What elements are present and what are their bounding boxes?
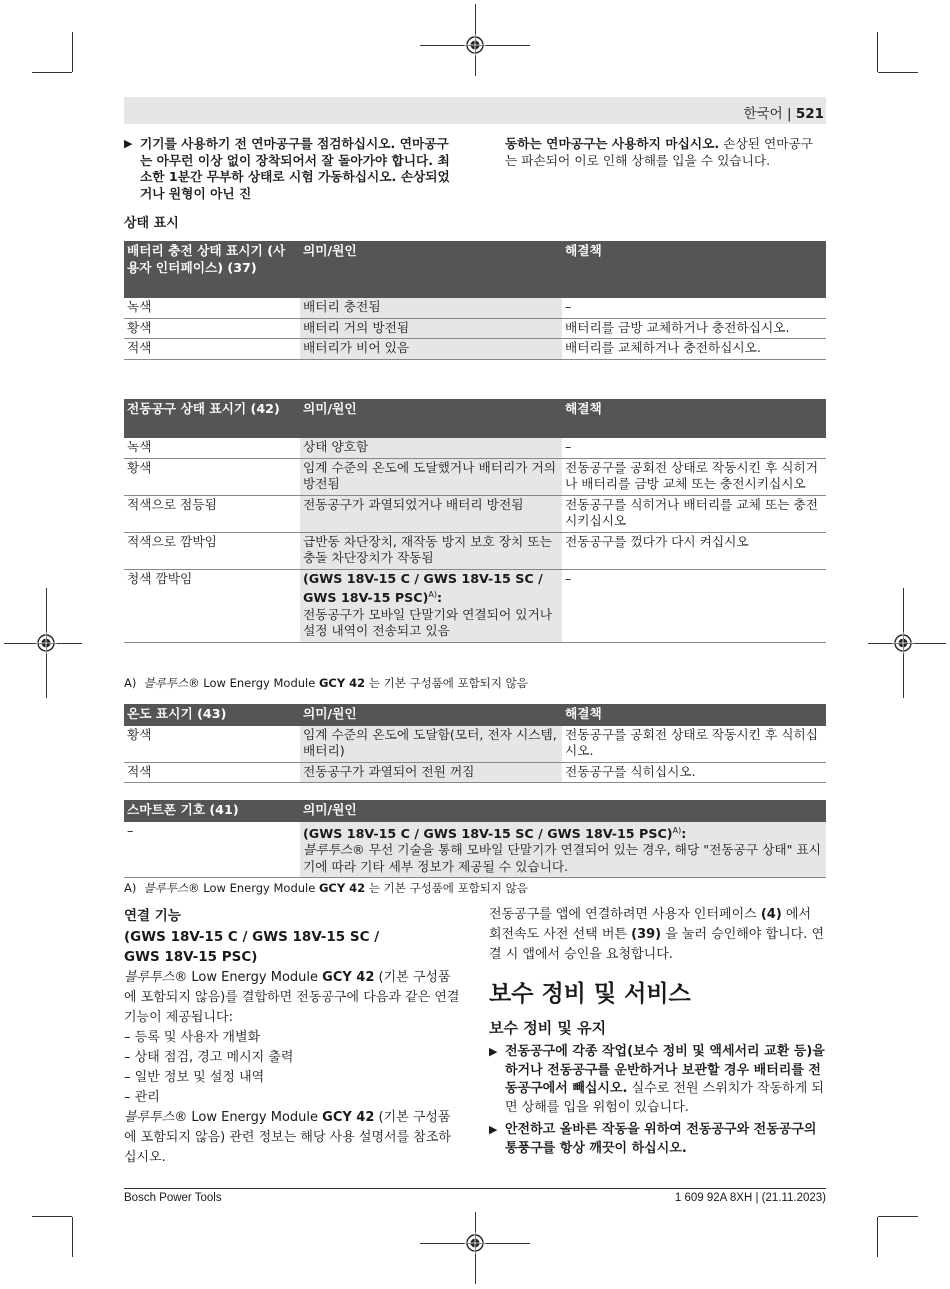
table-row [124,569,826,642]
footnote-end: 는 기본 구성품에 포함되지 않음 [365,676,528,690]
crop-mark [878,1216,918,1217]
bullet-bold: 안전하고 올바른 작동을 위하여 전동공구와 전동공구의 통풍구를 항상 깨끗이 하십시오. [505,1122,817,1156]
colon: : [681,825,687,841]
table-cell: – [562,298,826,318]
table-cell: – [562,569,826,642]
table-cell: 황색 [124,318,300,339]
table-cell: 전동공구를 공회전 상태로 작동시킨 후 식히십시오. [562,726,826,763]
column-header: 배터리 충전 상태 표시기 (사용자 인터페이스) (37) [124,241,300,298]
column-header: 의미/원인 [300,800,826,822]
reg-mark: ® [174,970,188,985]
battery-table [124,241,826,360]
column-header: 의미/원인 [300,704,562,726]
bluetooth-italic: 블루투스 [124,970,175,985]
crop-mark [32,1216,72,1217]
table-cell: 급반동 차단장치, 재작동 방지 보호 장치 또는 충돌 차단장치가 작동됨 [300,532,562,569]
table-cell: 전동공구를 식히십시오. [562,762,826,783]
list-item-text: 일반 정보 및 설정 내역 [134,1070,265,1085]
intro-right-normal-1: 손상된 [719,136,760,151]
intro-left [124,136,454,202]
table-row [124,822,826,878]
list-item-text: 상태 점검, 경고 메시지 출력 [134,1050,294,1065]
footnote-end: 는 기본 구성품에 포함되지 않음 [365,881,528,895]
footnote [124,880,528,896]
intro-right-normal-2: 연마공구는 파손되어 이로 인해 상해를 입을 수 있습니다. [505,136,814,168]
bullet-item [489,1121,827,1158]
registration-mark-icon [35,632,57,654]
connect-model: (GWS 18V-15 C / GWS 18V-15 SC / GWS 18V-15 PSC) [124,929,380,965]
table-header-row [124,704,826,726]
table-row [124,339,826,360]
table-cell [300,822,826,878]
table-cell: – [562,438,826,458]
table-cell: 배터리가 비어 있음 [300,339,562,360]
temperature-table [124,704,826,783]
table-cell: 전동공구가 과열되었거나 배터리 방전됨 [300,495,562,532]
table-cell: 전동공구를 공회전 상태로 작동시킨 후 식히거나 배터리를 금방 교체 또는 충전시키십시오 [562,458,826,495]
footnote-prefix: A) [124,881,137,895]
p2-mid: Low Energy Module [187,1110,323,1125]
table-cell: 배터리를 교체하거나 충전하십시오. [562,339,826,360]
list-item: – 일반 정보 및 설정 내역 [124,1070,265,1085]
app-paragraph [489,905,825,965]
list-item: – 상태 점검, 경고 메시지 출력 [124,1050,294,1065]
column-header: 의미/원인 [300,399,562,438]
smartphone-table [124,800,826,878]
crop-mark [72,32,73,72]
reg-mark: ® [352,842,365,858]
header-text: 한국어 | 521 [743,106,824,122]
footnote-reg: ® [188,676,200,690]
intro-right [505,136,823,169]
blue-row-desc: 전동공구가 모바일 단말기와 연결되어 있거나 설정 내역이 전송되고 있음 [303,606,552,639]
footnote-mid: Low Energy Module [199,676,319,690]
column-header: 스마트폰 기호 (41) [124,800,300,822]
maintenance-heading: 보수 정비 및 서비스 [489,981,691,1007]
footnote [124,675,528,691]
table-row [124,532,826,569]
intro-left-bold: 기기를 사용하기 전 연마공구를 점검하십시오. 연마공구는 아무런 이상 없이 장착되어서 잘 돌아가야 합니다. 최소한 1분간 무부하 상태로 시험 가동하십시오. 손상되었거나 원형이 아닌 진 [140,136,450,201]
app-text-2: 에서 회전속도 사전 선택 버튼 [489,907,812,942]
maintenance-subheading: 보수 정비 및 유지 [489,1019,607,1037]
crop-mark [72,1217,73,1257]
bullet-item [124,136,454,202]
table-header-row [124,800,826,822]
status-title: 상태 표시 [124,216,179,231]
footnote-bold: GCY 42 [318,676,366,690]
footer-brand: Bosch Power Tools [124,1192,222,1204]
connect-title: 연결 기능 [124,908,181,924]
table-row [124,438,826,458]
triangle-bullet-icon: ▶ [489,1045,498,1058]
column-header: 온도 표시기 (43) [124,704,300,726]
crop-mark [877,1217,878,1257]
table-cell: 적색 [124,339,300,360]
column-header: 해결책 [562,399,826,438]
table-cell: – [124,822,300,878]
column-header: 전동공구 상태 표시기 (42) [124,399,300,438]
footnote-italic: 블루투스 [143,881,189,895]
list-item-text: 등록 및 사용자 개별화 [134,1030,261,1045]
footnote-italic: 블루투스 [143,676,189,690]
registration-mark-icon [464,34,486,56]
intro-right-bold: 동하는 연마공구는 사용하지 마십시오. [505,136,720,151]
table-cell: 전동공구를 식히거나 배터리를 교체 또는 충전시키십시오 [562,495,826,532]
table-row [124,762,826,783]
connect-list [124,1028,462,1108]
column-header: 해결책 [562,704,826,726]
table-row [124,458,826,495]
bullet-normal: 실수로 전원 스위치가 작동하게 되면 상해를 입을 위험이 있습니다. [505,1081,824,1115]
footer-divider [124,1188,826,1189]
connect-section [124,906,462,1168]
footnote-mid: Low Energy Module [199,881,319,895]
tool-status-table [124,399,826,643]
connect-p2 [124,1108,462,1168]
model-list: (GWS 18V-15 C / GWS 18V-15 SC / GWS 18V-15 PSC) [303,825,673,841]
list-item-text: 관리 [134,1090,160,1105]
crop-mark [877,32,878,72]
table-row [124,726,826,763]
list-item: – 관리 [124,1090,160,1105]
footer-doc-id: 1 609 92A 8XH | (21.11.2023) [674,1192,826,1204]
p1-end: (기본 구성품에 포함되지 않음)를 결합하면 전동공구에 다음과 같은 연결 기능이 제공됩니다: [124,970,460,1025]
triangle-bullet-icon: ▶ [489,1123,498,1136]
maintenance-bullets [489,1043,827,1158]
table-header-row [124,399,826,438]
page-header [124,97,826,124]
bluetooth-italic: 블루투스 [124,1110,175,1125]
column-header: 해결책 [562,241,826,298]
table-cell: 황색 [124,458,300,495]
header-language: 한국어 [743,106,783,122]
app-bold-1: (4) [760,907,782,922]
crop-mark [32,72,72,73]
table-cell: 배터리를 금방 교체하거나 충전하십시오. [562,318,826,339]
bullet-bold: 전동공구에 각종 작업(보수 정비 및 액세서리 교환 등)을 하거나 전동공구를 운반하거나 보관할 경우 배터리를 전동공구에서 빼십시오. [505,1044,825,1096]
table-cell: 전동공구를 껐다가 다시 켜십시오 [562,532,826,569]
reg-mark: ® [174,1110,188,1125]
table-cell: 상태 양호함 [300,438,562,458]
table-cell: 청색 깜박임 [124,569,300,642]
table-cell: 배터리 거의 방전됨 [300,318,562,339]
triangle-bullet-icon: ▶ [124,137,133,150]
table-row [124,495,826,532]
p1-mid: Low Energy Module [187,970,323,985]
table-cell: 임계 수준의 온도에 도달함(모터, 전자 시스템, 배터리) [300,726,562,763]
table-cell: 녹색 [124,438,300,458]
table-cell: 적색으로 깜박임 [124,532,300,569]
p2-bold: GCY 42 [322,1110,375,1125]
phone-desc: 무선 기술을 통해 모바일 단말기가 연결되어 있는 경우, 해당 "전동공구 상태" 표시기에 따라 기타 세부 정보가 제공될 수 있습니다. [303,842,822,874]
table-row [124,298,826,318]
connect-p1 [124,968,462,1028]
table-cell: 전동공구가 과열되어 전원 꺼짐 [300,762,562,783]
crop-mark [878,72,918,73]
registration-mark-icon [892,632,914,654]
footnote-prefix: A) [124,676,137,690]
table-cell: 황색 [124,726,300,763]
app-text-3: 을 눌러 승인해야 합니다. 연결 시 앱에서 승인을 요청합니다. [489,927,825,962]
app-bold-2: (39) [631,927,662,942]
table-cell: 녹색 [124,298,300,318]
p1-bold: GCY 42 [322,970,375,985]
registration-mark-icon [464,1232,486,1254]
footnote-ref: A) [428,590,437,599]
column-header: 의미/원인 [300,241,562,298]
table-cell: 적색 [124,762,300,783]
list-item: – 등록 및 사용자 개별화 [124,1030,261,1045]
table-row [124,318,826,339]
table-cell: 배터리 충전됨 [300,298,562,318]
page-number: 521 [795,106,824,122]
table-cell: 임계 수준의 온도에 도달했거나 배터리가 거의 방전됨 [300,458,562,495]
footnote-bold: GCY 42 [318,881,366,895]
footnote-ref: A) [672,825,682,835]
table-header-row [124,241,826,298]
model-list: (GWS 18V-15 C / GWS 18V-15 SC / GWS 18V-15 PSC) [303,570,543,606]
app-text-1: 전동공구를 앱에 연결하려면 사용자 인터페이스 [489,907,761,922]
bluetooth-italic: 블루투스 [303,842,353,858]
table-cell: 적색으로 점등됨 [124,495,300,532]
colon: : [437,590,443,606]
bullet-item [489,1043,827,1117]
p2-end: (기본 구성품에 포함되지 않음) 관련 정보는 해당 사용 설명서를 참조하십시오. [124,1110,451,1165]
footnote-reg: ® [188,881,200,895]
table-cell [300,569,562,642]
